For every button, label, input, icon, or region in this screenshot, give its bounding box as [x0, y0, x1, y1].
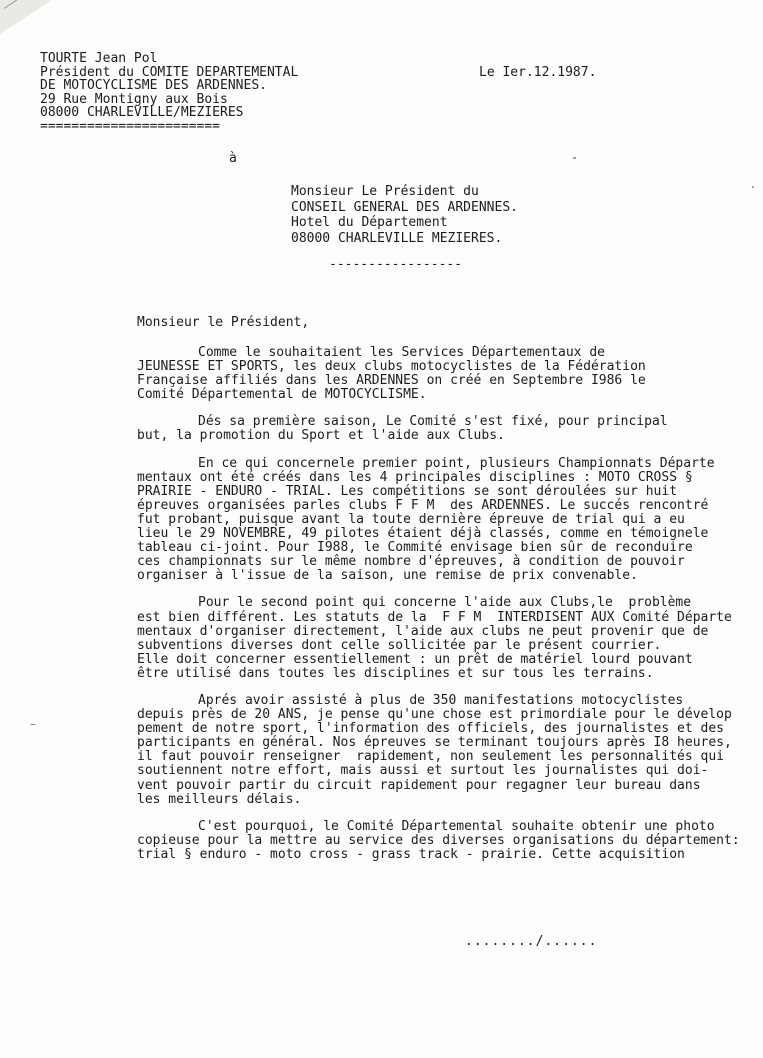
body-paragraph	[137, 818, 740, 862]
body-line: les meilleurs délais.	[137, 791, 302, 807]
body-line: vent pouvoir partir du circuit rapidement pour regagner leur bureau dans	[137, 777, 701, 793]
body-line: ces championnats sur le même nombre d'épreuves, à condition de pouvoir	[137, 554, 685, 570]
recipient-line: Hotel du Département	[291, 215, 448, 230]
body-line: Comme le souhaitaient les Services Départementaux de	[198, 345, 605, 360]
body-line: tableau ci-joint. Pour I988, le Commité envisage bien sûr de reconduire	[137, 540, 693, 556]
body-line: trial § enduro - moto cross - grass track - prairie. Cette acquisition	[137, 846, 685, 862]
sender-line: 29 Rue Montigny aux Bois	[40, 91, 228, 107]
body-line: Pour le second point qui concerne l'aide aux Clubs,le problème	[198, 595, 692, 611]
recipient-line: 08000 CHARLEVILLE MEZIERES.	[291, 230, 503, 246]
body-line: Comité Départemental de MOTOCYCLISME.	[137, 387, 427, 403]
body-line: il faut pouvoir renseigner rapidement, non seulement les personnalités qui	[137, 749, 724, 765]
recipient-line: CONSEIL GENERAL DES ARDENNES.	[291, 199, 518, 215]
body-line: En ce qui concernele premier point, plusieurs Championnats Départe	[198, 455, 715, 471]
body-line: PRAIRIE - ENDURO - TRIAL. Les compétitions se sont déroulées sur huit	[137, 483, 678, 499]
sender-line: TOURTE Jean Pol	[40, 51, 158, 66]
body-line: Aprés avoir assisté à plus de 350 manifestations motocyclistes	[198, 692, 684, 708]
body-line: mentaux d'organiser directement, l'aide aux clubs ne peut provenir que de	[137, 623, 709, 639]
body-line: Française affiliés dans les ARDENNES on créé en Septembre I986 le	[137, 373, 646, 389]
separator-line: -----------------	[329, 257, 463, 272]
body-line: épreuves organisées parles clubs F F M des ARDENNES. Le succés rencontré	[137, 497, 709, 513]
letter-date: Le Ier.12.1987.	[479, 65, 597, 80]
body-line: pement de notre sport, l'information des officiels, des journalistes et des	[137, 721, 724, 737]
body-line: JEUNESSE ET SPORTS, les deux clubs motocyclistes de la Fédération	[137, 359, 646, 375]
body-paragraph	[137, 457, 737, 584]
body-line: fut probant, puisque avant la toute dernière épreuve de trial qui a eu	[137, 511, 685, 527]
body-paragraph	[137, 346, 737, 402]
letter-body	[137, 345, 740, 875]
body-line: être utilisé dans toutes les disciplines et sur tous les terrains.	[137, 665, 654, 681]
salutation: Monsieur le Président,	[137, 315, 310, 330]
body-line: Elle doit concerner essentiellement : un prêt de matériel lourd pouvant	[137, 651, 693, 667]
recipient-block	[291, 184, 518, 246]
body-line: but, la promotion du Sport et l'aide aux Clubs.	[137, 428, 505, 444]
paper-speck	[573, 157, 576, 159]
sender-line: DE MOTOCYCLISME DES ARDENNES.	[40, 78, 267, 93]
paper-speck	[752, 186, 754, 188]
body-paragraph	[137, 694, 737, 807]
paper-speck	[30, 724, 36, 725]
addressee-prefix: à	[229, 151, 237, 166]
body-paragraph	[137, 596, 737, 681]
body-line: est bien différent. Les statuts de la F F M INTERDISENT AUX Comité Départe	[137, 609, 732, 625]
body-line: subventions diverses dont celle sollicitée par le présent courrier.	[137, 637, 662, 653]
body-line: copieuse pour la mettre au service des diverses organisations du département:	[137, 832, 740, 848]
body-line: organiser à l'issue de la saison, une remise de prix convenable.	[137, 568, 638, 584]
body-line: mentaux ont été créés dans les 4 principales disciplines : MOTO CROSS §	[137, 469, 693, 485]
body-line: soutiennent notre effort, mais aussi et surtout les journalistes qui doi-	[137, 763, 709, 779]
sender-block	[40, 52, 298, 133]
sender-underline: =======================	[40, 118, 221, 134]
body-line: C'est pourquoi, le Comité Départemental souhaite obtenir une photo	[198, 818, 715, 834]
sender-line: 08000 CHARLEVILLE/MEZIERES	[40, 105, 244, 120]
sender-line: Président du COMITE DEPARTEMENTAL	[40, 64, 299, 80]
body-line: lieu le 29 NOVEMBRE, 49 pilotes étaient déjà classés, comme en témoignele	[137, 526, 709, 542]
recipient-line: Monsieur Le Président du	[291, 184, 479, 199]
continuation-mark: ......../......	[465, 934, 598, 949]
body-line: participants en général. Nos épreuves se terminant toujours après I8 heures,	[137, 735, 732, 751]
body-line: Dés sa première saison, Le Comité s'est fixé, pour principal	[198, 414, 668, 430]
body-line: depuis près de 20 ANS, je pense qu'une chose est primordiale pour le dévelop	[137, 707, 732, 723]
body-paragraph	[137, 415, 737, 443]
